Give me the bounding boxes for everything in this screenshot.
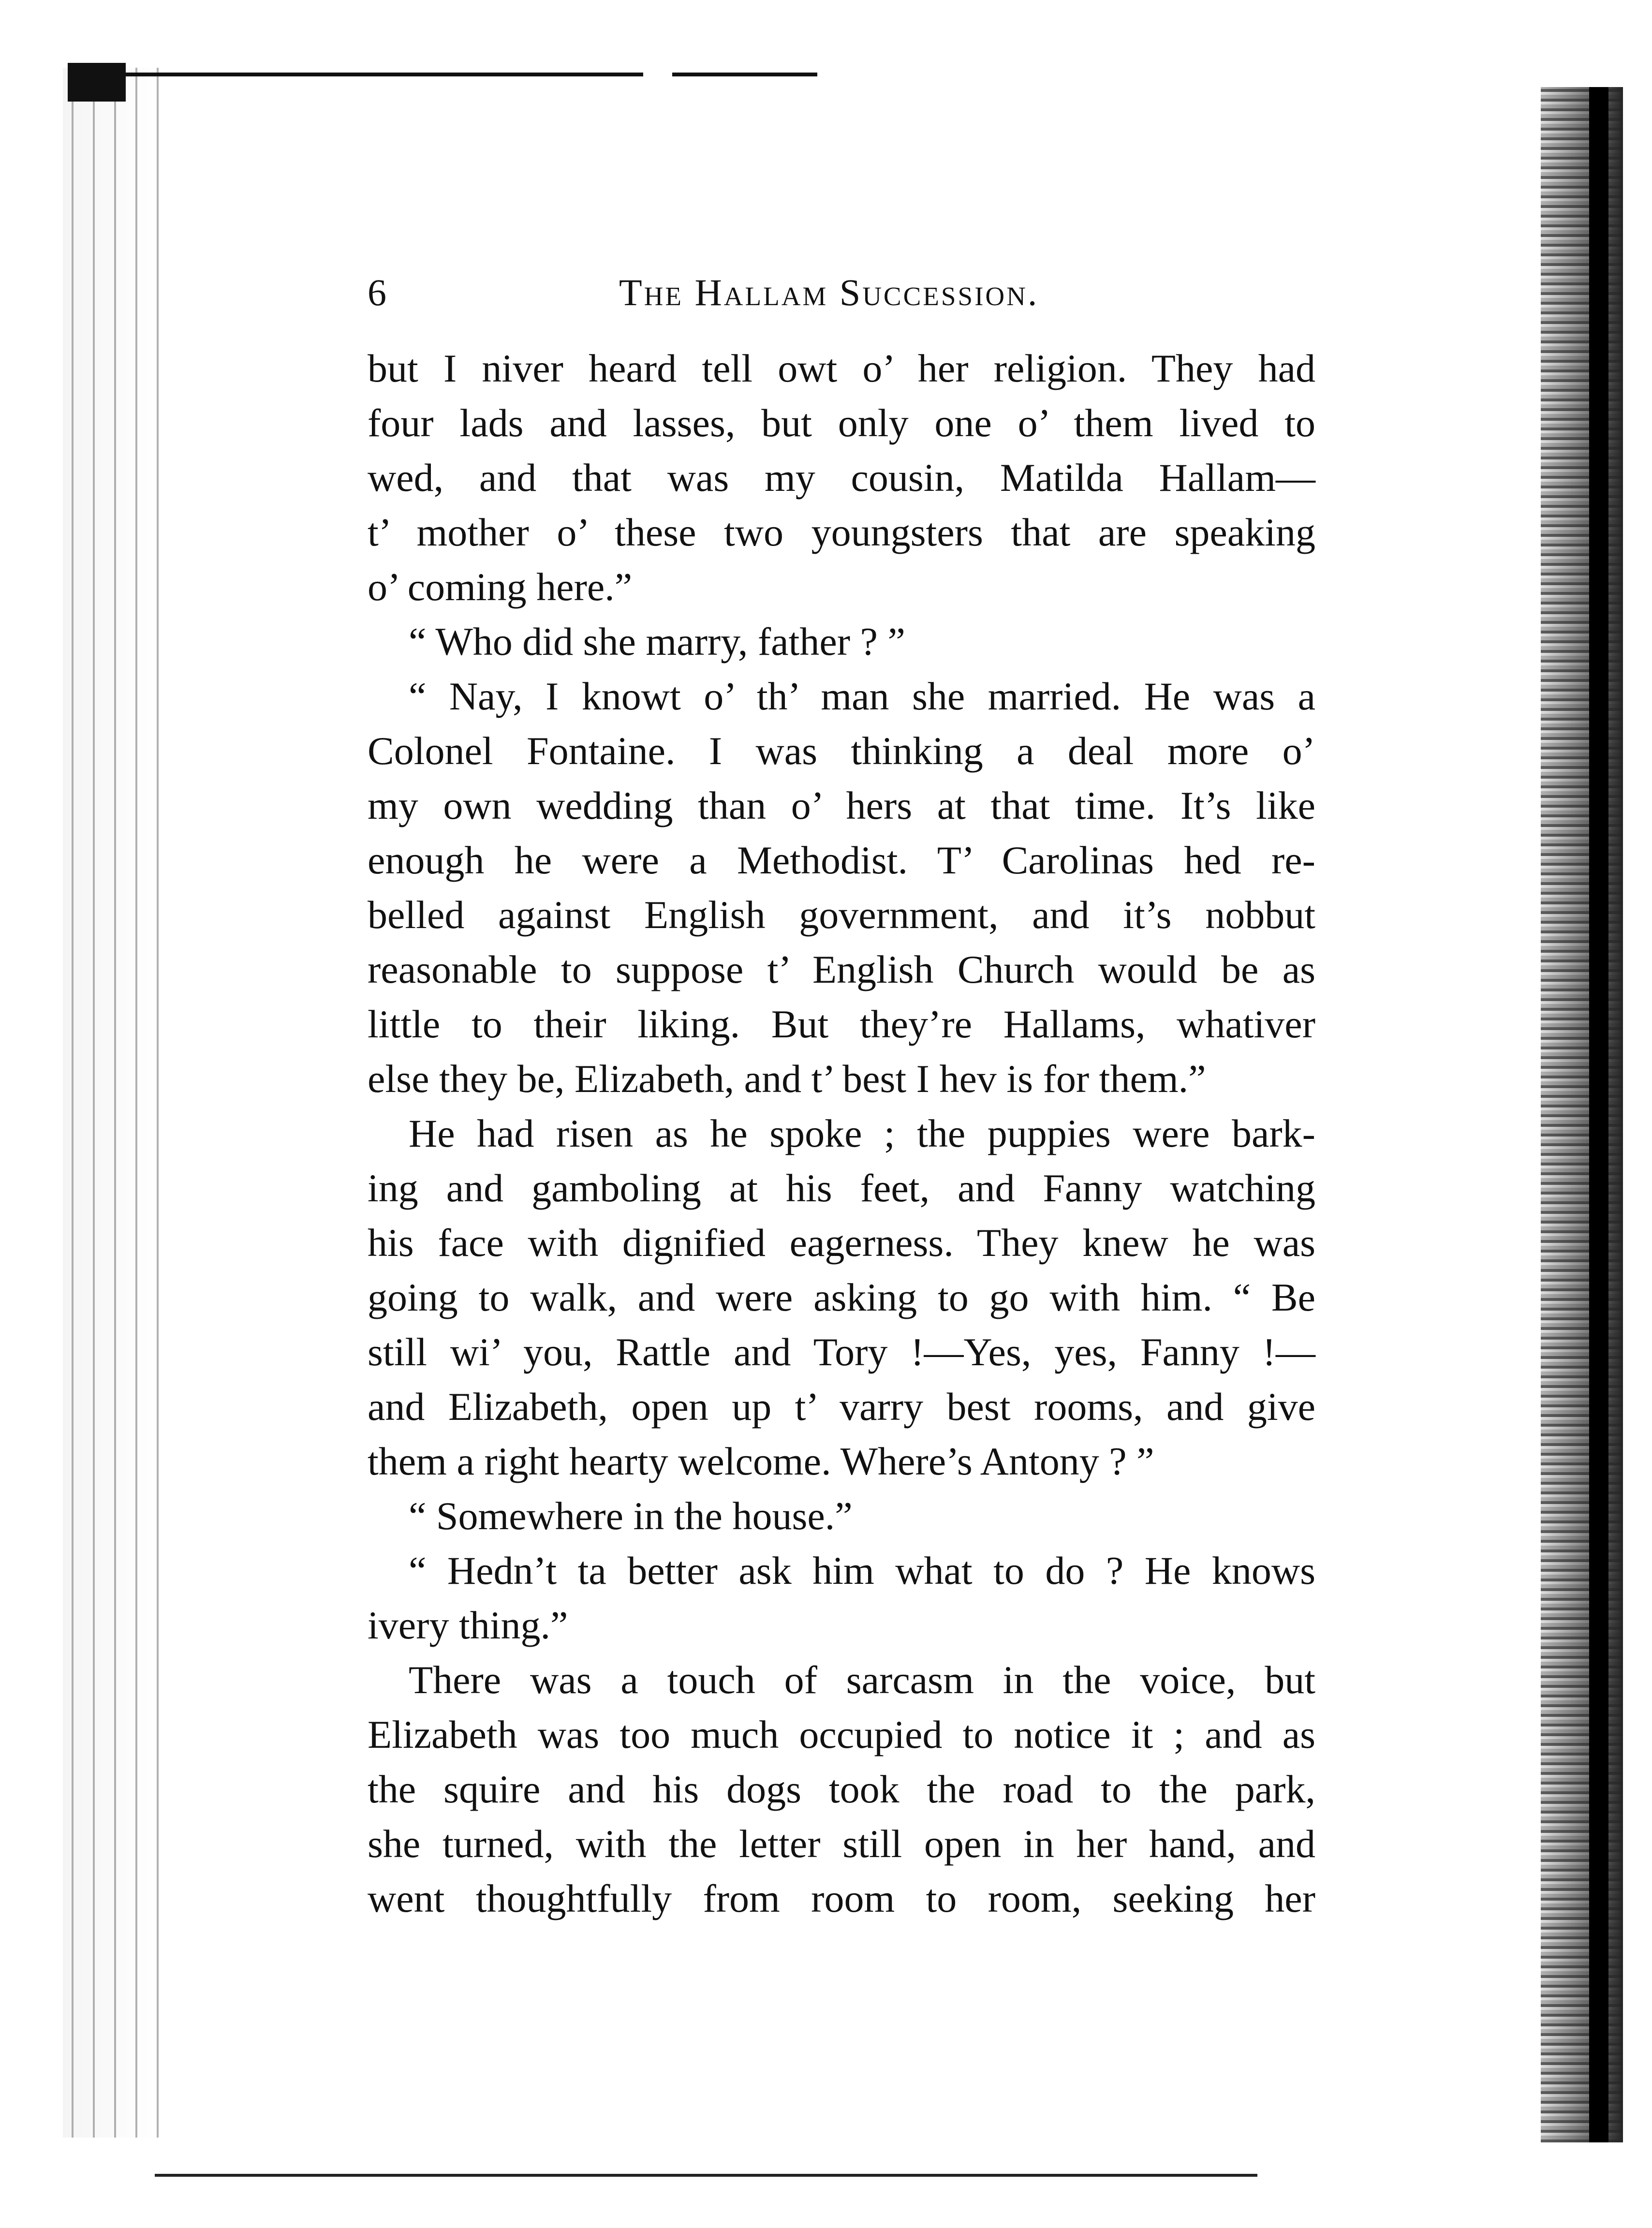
text-line: “ Hedn’t ta better ask him what to do ? He knows [409, 1549, 1315, 1593]
text-line: went thoughtfully from room to room, seeking her [368, 1876, 1315, 1920]
text-line: t’ mother o’ these two youngsters that are speaking [368, 510, 1315, 554]
text-line: Colonel Fontaine. I was thinking a deal more o’ [368, 729, 1315, 773]
page-right-edge-bar [1589, 87, 1608, 2142]
text-line: “ Nay, I knowt o’ th’ man she married. He was a [409, 674, 1315, 718]
text-line: his face with dignified eagerness. They knew he was [368, 1221, 1315, 1265]
text-line: belled against English government, and it’s nobbut [368, 893, 1315, 937]
text-line: else they be, Elizabeth, and t’ best I hev is for them.” [368, 1057, 1206, 1101]
running-title: The Hallam Succession. [619, 271, 1039, 313]
text-line: Elizabeth was too much occupied to notice it ; and as [368, 1712, 1315, 1756]
text-line: my own wedding than o’ hers at that time. It’s like [368, 783, 1315, 827]
text-line: reasonable to suppose t’ English Church would be as [368, 947, 1315, 991]
page-corner-mark [68, 63, 126, 102]
text-line: enough he were a Methodist. T’ Carolinas hed re- [368, 838, 1315, 882]
text-line: There was a touch of sarcasm in the voice, but [409, 1658, 1315, 1702]
text-line: ivery thing.” [368, 1603, 568, 1647]
page-binding-edge [63, 68, 164, 2138]
text-line: and Elizabeth, open up t’ varry best rooms, and give [368, 1385, 1315, 1429]
text-line: ing and gamboling at his feet, and Fanny watching [368, 1166, 1315, 1210]
text-line: “ Who did she marry, father ? ” [409, 620, 905, 664]
text-line: wed, and that was my cousin, Matilda Hallam— [368, 456, 1315, 500]
text-line: still wi’ you, Rattle and Tory !—Yes, yes, Fanny !— [368, 1330, 1315, 1374]
text-line: o’ coming here.” [368, 565, 633, 609]
text-line: she turned, with the letter still open in her hand, and [368, 1822, 1315, 1866]
text-line: them a right hearty welcome. Where’s Antony ? ” [368, 1439, 1154, 1483]
page-number: 6 [368, 271, 386, 313]
text-line: little to their liking. But they’re Hallams, whativer [368, 1002, 1315, 1046]
text-line: but I niver heard tell owt o’ her religion. They had [368, 346, 1315, 390]
top-border-rule [121, 73, 817, 76]
running-head [368, 271, 1098, 319]
text-line: “ Somewhere in the house.” [409, 1494, 853, 1538]
text-line: the squire and his dogs took the road to the park, [368, 1767, 1315, 1811]
text-line: four lads and lasses, but only one o’ them lived to [368, 401, 1315, 445]
page-right-edge-shadow [1541, 87, 1623, 2142]
body-text [368, 341, 1315, 1926]
bottom-border-rule [155, 2174, 1257, 2177]
text-line: He had risen as he spoke ; the puppies were bark- [409, 1111, 1315, 1155]
top-border-gap [643, 68, 672, 82]
text-line: going to walk, and were asking to go with him. “ Be [368, 1275, 1315, 1319]
